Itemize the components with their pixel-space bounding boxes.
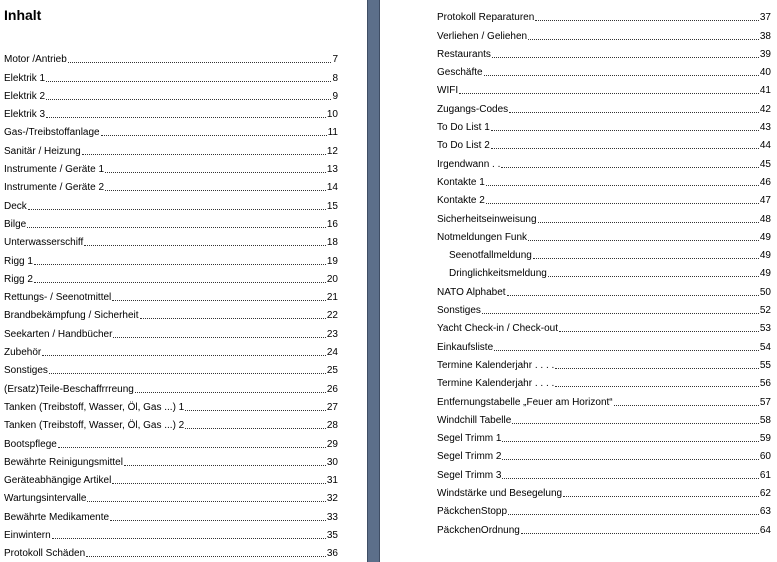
toc-entry-page-number: 27 xyxy=(326,401,338,413)
toc-entry[interactable] xyxy=(437,116,771,134)
toc-list-left xyxy=(4,48,338,560)
toc-leader-dots xyxy=(58,447,326,448)
toc-leader-dots xyxy=(124,465,326,466)
toc-entry[interactable] xyxy=(437,299,771,317)
toc-leader-dots xyxy=(101,135,327,136)
toc-entry-title: Irgendwann . . xyxy=(437,158,501,170)
page-divider xyxy=(367,0,380,562)
toc-entry-title: Elektrik 2 xyxy=(4,90,46,102)
toc-entry-title: WIFI xyxy=(437,85,459,97)
toc-entry[interactable] xyxy=(4,231,338,249)
toc-leader-dots xyxy=(46,81,331,82)
toc-entry-title: Notmeldungen Funk xyxy=(437,231,528,243)
toc-entry[interactable] xyxy=(437,427,771,445)
toc-leader-dots xyxy=(27,227,326,228)
toc-title: Inhalt xyxy=(4,7,42,23)
toc-entry[interactable] xyxy=(437,152,771,170)
toc-entry-title: Rigg 2 xyxy=(4,273,33,285)
toc-entry[interactable] xyxy=(437,61,771,79)
toc-entry-title: Sanitär / Heizung xyxy=(4,145,81,157)
toc-leader-dots xyxy=(521,533,759,534)
toc-leader-dots xyxy=(46,99,331,100)
toc-leader-dots xyxy=(112,300,326,301)
toc-entry-title: Segel Trimm 2 xyxy=(437,451,502,463)
toc-entry[interactable] xyxy=(437,226,771,244)
toc-entry-title: To Do List 2 xyxy=(437,140,490,152)
toc-entry[interactable] xyxy=(4,304,338,322)
toc-leader-dots xyxy=(502,459,758,460)
toc-entry-page-number: 44 xyxy=(759,140,771,152)
toc-entry-page-number: 47 xyxy=(759,195,771,207)
toc-entry-title: Kontakte 1 xyxy=(437,176,485,188)
toc-entry[interactable] xyxy=(437,24,771,42)
toc-entry-title: Deck xyxy=(4,200,27,212)
toc-entry-page-number: 26 xyxy=(326,383,338,395)
toc-leader-dots xyxy=(614,405,759,406)
toc-leader-dots xyxy=(512,423,759,424)
toc-entry-page-number: 11 xyxy=(327,127,338,139)
toc-entry-title: Elektrik 1 xyxy=(4,72,46,84)
toc-entry-page-number: 19 xyxy=(326,255,338,267)
toc-entry-page-number: 15 xyxy=(326,200,338,212)
toc-entry[interactable] xyxy=(437,409,771,427)
toc-entry-page-number: 43 xyxy=(759,122,771,134)
toc-entry-title: Segel Trimm 3 xyxy=(437,469,502,481)
toc-leader-dots xyxy=(538,222,759,223)
toc-entry-title: Entfernungstabelle „Feuer am Horizont“ xyxy=(437,396,613,408)
toc-leader-dots xyxy=(105,190,326,191)
toc-entry-page-number: 25 xyxy=(326,365,338,377)
toc-entry-page-number: 28 xyxy=(326,420,338,432)
toc-entry[interactable] xyxy=(4,469,338,487)
toc-leader-dots xyxy=(46,117,326,118)
toc-leader-dots xyxy=(535,20,759,21)
toc-entry-page-number: 22 xyxy=(326,310,338,322)
toc-entry[interactable] xyxy=(437,171,771,189)
toc-entry[interactable] xyxy=(437,317,771,335)
toc-leader-dots xyxy=(502,478,758,479)
toc-entry-page-number: 56 xyxy=(759,378,771,390)
toc-entry-page-number: 38 xyxy=(759,30,771,42)
toc-entry-page-number: 64 xyxy=(759,524,771,536)
toc-entry[interactable] xyxy=(437,97,771,115)
toc-entry[interactable] xyxy=(4,103,338,121)
toc-entry[interactable] xyxy=(4,249,338,267)
toc-entry-page-number: 59 xyxy=(759,433,771,445)
toc-entry[interactable] xyxy=(4,48,338,66)
toc-entry-title: To Do List 1 xyxy=(437,122,490,134)
toc-entry-page-number: 48 xyxy=(759,213,771,225)
toc-entry-page-number: 20 xyxy=(326,273,338,285)
toc-entry-title: Wartungsintervalle xyxy=(4,493,87,505)
toc-entry-title: Seekarten / Handbücher xyxy=(4,328,113,340)
toc-entry-title: Segel Trimm 1 xyxy=(437,433,502,445)
toc-leader-dots xyxy=(492,57,759,58)
toc-entry-title: Sicherheitseinweisung xyxy=(437,213,537,225)
toc-entry-title: Einwintern xyxy=(4,530,51,542)
toc-leader-dots xyxy=(185,410,326,411)
toc-leader-dots xyxy=(533,258,759,259)
toc-leader-dots xyxy=(555,368,759,369)
toc-entry-page-number: 58 xyxy=(759,414,771,426)
toc-entry-page-number: 62 xyxy=(759,488,771,500)
toc-entry[interactable] xyxy=(4,176,338,194)
toc-entry-title: Protokoll Reparaturen xyxy=(437,12,535,24)
toc-entry-title: Bewährte Medikamente xyxy=(4,511,110,523)
toc-leader-dots xyxy=(52,538,326,539)
toc-leader-dots xyxy=(555,386,759,387)
toc-entry-title: Protokoll Schäden xyxy=(4,548,86,560)
toc-entry-title: Restaurants xyxy=(437,48,491,60)
toc-leader-dots xyxy=(49,373,326,374)
toc-entry-title: PäckchenStopp xyxy=(437,506,508,518)
toc-entry[interactable] xyxy=(437,189,771,207)
toc-entry[interactable] xyxy=(437,354,771,372)
toc-entry-title: Kontakte 2 xyxy=(437,195,485,207)
toc-entry-title: Bewährte Reinigungsmittel xyxy=(4,456,123,468)
toc-entry[interactable] xyxy=(4,286,338,304)
toc-entry-page-number: 36 xyxy=(326,548,338,560)
toc-entry-page-number: 49 xyxy=(759,268,771,280)
toc-leader-dots xyxy=(82,154,326,155)
toc-entry-page-number: 60 xyxy=(759,451,771,463)
toc-entry-page-number: 55 xyxy=(759,359,771,371)
toc-entry[interactable] xyxy=(437,518,771,536)
toc-entry-page-number: 10 xyxy=(326,109,338,121)
toc-entry[interactable] xyxy=(4,194,338,212)
toc-entry[interactable] xyxy=(437,79,771,97)
toc-leader-dots xyxy=(559,331,759,332)
toc-list-right xyxy=(437,6,771,537)
toc-entry[interactable] xyxy=(437,390,771,408)
toc-entry-title: Gas-/Treibstoffanlage xyxy=(4,127,100,139)
toc-leader-dots xyxy=(42,355,326,356)
toc-entry-page-number: 35 xyxy=(326,530,338,542)
toc-entry-page-number: 21 xyxy=(326,292,338,304)
toc-entry-page-number: 9 xyxy=(332,90,338,102)
toc-entry-page-number: 63 xyxy=(759,506,771,518)
toc-entry-page-number: 57 xyxy=(759,396,771,408)
toc-entry-title: Instrumente / Geräte 2 xyxy=(4,182,105,194)
toc-entry[interactable] xyxy=(437,372,771,390)
toc-entry-page-number: 54 xyxy=(759,341,771,353)
toc-leader-dots xyxy=(28,209,326,210)
toc-entry[interactable] xyxy=(4,341,338,359)
toc-leader-dots xyxy=(501,167,759,168)
toc-entry-page-number: 40 xyxy=(759,67,771,79)
toc-entry-page-number: 13 xyxy=(326,164,338,176)
toc-entry-title: Verliehen / Geliehen xyxy=(437,30,528,42)
toc-entry[interactable] xyxy=(437,280,771,298)
toc-entry-title: Rettungs- / Seenotmittel xyxy=(4,292,112,304)
toc-leader-dots xyxy=(113,337,325,338)
toc-entry[interactable] xyxy=(437,6,771,24)
toc-entry-page-number: 12 xyxy=(326,145,338,157)
toc-entry-page-number: 29 xyxy=(326,438,338,450)
toc-entry-title: Brandbekämpfung / Sicherheit xyxy=(4,310,139,322)
toc-entry-title: Instrumente / Geräte 1 xyxy=(4,164,105,176)
toc-entry-page-number: 39 xyxy=(759,48,771,60)
toc-leader-dots xyxy=(491,130,759,131)
toc-entry[interactable] xyxy=(437,445,771,463)
toc-entry[interactable] xyxy=(4,451,338,469)
toc-leader-dots xyxy=(494,350,759,351)
toc-entry-page-number: 7 xyxy=(332,54,338,66)
toc-entry[interactable] xyxy=(4,85,338,103)
toc-entry[interactable] xyxy=(4,121,338,139)
toc-entry-title: Windchill Tabelle xyxy=(437,414,512,426)
toc-leader-dots xyxy=(84,245,326,246)
toc-leader-dots xyxy=(87,501,325,502)
toc-entry[interactable] xyxy=(4,268,338,286)
toc-entry[interactable] xyxy=(4,524,338,542)
toc-entry-title: Sonstiges xyxy=(437,305,481,317)
toc-entry-page-number: 37 xyxy=(759,12,771,24)
toc-leader-dots xyxy=(507,295,759,296)
toc-leader-dots xyxy=(509,112,759,113)
toc-entry[interactable] xyxy=(4,396,338,414)
toc-entry-page-number: 49 xyxy=(759,231,771,243)
toc-leader-dots xyxy=(491,148,759,149)
toc-entry[interactable] xyxy=(4,359,338,377)
toc-entry[interactable] xyxy=(437,463,771,481)
toc-leader-dots xyxy=(185,428,326,429)
toc-leader-dots xyxy=(484,75,759,76)
toc-entry[interactable] xyxy=(4,542,338,560)
toc-entry[interactable] xyxy=(4,213,338,231)
toc-entry[interactable] xyxy=(4,432,338,450)
toc-entry[interactable] xyxy=(4,66,338,84)
toc-entry-title: Yacht Check-in / Check-out xyxy=(437,323,558,335)
toc-entry-title: Termine Kalenderjahr . . . . xyxy=(437,359,555,371)
toc-entry-title: Geräteabhängige Artikel xyxy=(4,475,112,487)
toc-entry[interactable] xyxy=(437,244,771,262)
toc-leader-dots xyxy=(528,39,759,40)
toc-entry[interactable] xyxy=(437,207,771,225)
toc-leader-dots xyxy=(502,441,758,442)
toc-leader-dots xyxy=(140,318,326,319)
toc-entry-title: Tanken (Treibstoff, Wasser, Öl, Gas ...) 2 xyxy=(4,420,185,432)
toc-entry[interactable] xyxy=(4,377,338,395)
toc-entry-title: Geschäfte xyxy=(437,67,483,79)
toc-leader-dots xyxy=(508,514,759,515)
toc-entry-page-number: 46 xyxy=(759,176,771,188)
toc-entry-page-number: 30 xyxy=(326,456,338,468)
toc-entry-title: Bootspflege xyxy=(4,438,57,450)
toc-entry[interactable] xyxy=(437,134,771,152)
toc-entry-title: (Ersatz)Teile-Beschaffrrreung xyxy=(4,383,134,395)
toc-entry-title: Zubehör xyxy=(4,347,42,359)
toc-entry-title: Rigg 1 xyxy=(4,255,33,267)
toc-entry-title: Unterwasserschiff xyxy=(4,237,84,249)
toc-leader-dots xyxy=(68,62,332,63)
toc-entry[interactable] xyxy=(437,43,771,61)
toc-entry-title: Motor /Antrieb xyxy=(4,54,67,66)
toc-leader-dots xyxy=(482,313,759,314)
toc-entry[interactable] xyxy=(4,158,338,176)
toc-leader-dots xyxy=(486,185,759,186)
toc-entry-page-number: 24 xyxy=(326,347,338,359)
toc-entry[interactable] xyxy=(4,487,338,505)
toc-entry[interactable] xyxy=(437,335,771,353)
toc-entry-page-number: 23 xyxy=(326,328,338,340)
toc-entry-page-number: 61 xyxy=(759,469,771,481)
toc-entry[interactable] xyxy=(4,322,338,340)
toc-entry-page-number: 50 xyxy=(759,286,771,298)
toc-entry-page-number: 33 xyxy=(326,511,338,523)
toc-entry-page-number: 32 xyxy=(326,493,338,505)
toc-leader-dots xyxy=(110,520,326,521)
toc-entry[interactable] xyxy=(437,500,771,518)
toc-entry[interactable] xyxy=(4,414,338,432)
toc-entry-page-number: 52 xyxy=(759,305,771,317)
toc-entry-title: Windstärke und Besegelung xyxy=(437,488,563,500)
toc-leader-dots xyxy=(528,240,759,241)
toc-entry-page-number: 41 xyxy=(759,85,771,97)
toc-entry-page-number: 49 xyxy=(759,250,771,262)
toc-leader-dots xyxy=(563,496,759,497)
toc-leader-dots xyxy=(112,483,326,484)
toc-leader-dots xyxy=(548,276,759,277)
toc-entry-title: NATO Alphabet xyxy=(437,286,506,298)
toc-leader-dots xyxy=(34,264,326,265)
toc-entry[interactable] xyxy=(4,139,338,157)
toc-leader-dots xyxy=(86,556,326,557)
toc-leader-dots xyxy=(34,282,326,283)
toc-leader-dots xyxy=(459,93,759,94)
toc-entry-title: Zugangs-Codes xyxy=(437,103,509,115)
toc-entry-page-number: 45 xyxy=(759,158,771,170)
toc-entry-page-number: 14 xyxy=(326,182,338,194)
toc-entry-page-number: 53 xyxy=(759,323,771,335)
toc-entry-page-number: 8 xyxy=(332,72,338,84)
toc-entry[interactable] xyxy=(4,505,338,523)
left-page xyxy=(0,0,367,562)
toc-entry-page-number: 42 xyxy=(759,103,771,115)
toc-entry-page-number: 16 xyxy=(326,218,338,230)
toc-entry-title: Einkaufsliste xyxy=(437,341,494,353)
toc-entry-page-number: 31 xyxy=(326,475,338,487)
toc-leader-dots xyxy=(486,203,759,204)
toc-entry-title: Elektrik 3 xyxy=(4,109,46,121)
toc-entry-page-number: 18 xyxy=(326,237,338,249)
toc-entry[interactable] xyxy=(437,262,771,280)
toc-entry-title: Termine Kalenderjahr . . . . xyxy=(437,378,555,390)
right-page xyxy=(380,0,777,562)
toc-entry-title: Dringlichkeitsmeldung xyxy=(449,268,547,280)
toc-entry-title: Seenotfallmeldung xyxy=(449,250,532,262)
toc-entry-title: Tanken (Treibstoff, Wasser, Öl, Gas ...) 1 xyxy=(4,401,185,413)
toc-entry-title: Bilge xyxy=(4,218,27,230)
toc-leader-dots xyxy=(135,392,326,393)
toc-entry-title: PäckchenOrdnung xyxy=(437,524,520,536)
toc-leader-dots xyxy=(105,172,326,173)
toc-entry-title: Sonstiges xyxy=(4,365,48,377)
toc-entry[interactable] xyxy=(437,482,771,500)
